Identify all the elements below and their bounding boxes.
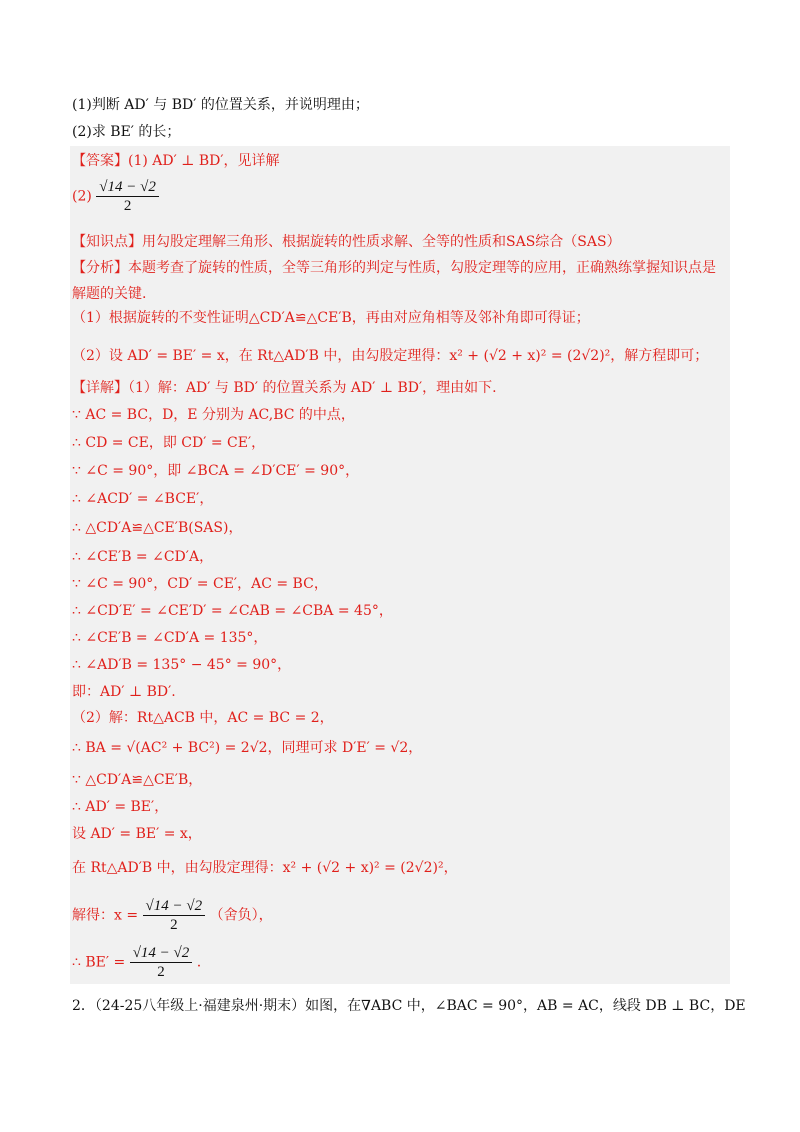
next-question: 2．（24-25八年级上·福建泉州·期末）如图，在∇ABC 中，∠BAC = 90°，AB = AC，线段 DB ⊥ BC，DE bbox=[72, 998, 746, 1014]
detail-line-13: （2）解：Rt△ACB 中，AC = BC = 2， bbox=[72, 710, 334, 726]
detail-line-18: 在 Rt△AD′B 中，由勾股定理得：x² + (√2 + x)² = (2√2)²， bbox=[72, 860, 458, 876]
detail-line-4: ∵ ∠C = 90°，即 ∠BCA = ∠D′CE′ = 90°， bbox=[72, 463, 360, 479]
detail-line-19 bbox=[72, 897, 273, 934]
answer-part-label: (2) bbox=[72, 188, 92, 205]
result-prefix: ∴ BE′ = bbox=[72, 954, 126, 971]
result-fraction-denominator: 2 bbox=[157, 964, 165, 980]
question-1: (1)判断 AD′ 与 BD′ 的位置关系，并说明理由； bbox=[72, 97, 369, 113]
solve-fraction-denominator: 2 bbox=[170, 917, 178, 933]
detail-line-5: ∴ ∠ACD′ = ∠BCE′， bbox=[72, 491, 214, 507]
result-fraction-numerator: √14 − √2 bbox=[130, 944, 193, 963]
answer-line-2 bbox=[72, 178, 159, 215]
solve-suffix: （舍负）， bbox=[209, 907, 273, 924]
detail-line-17: 设 AD′ = BE′ = x， bbox=[72, 826, 202, 842]
answer-line-1: 【答案】(1) AD′ ⊥ BD′，见详解 bbox=[72, 153, 280, 169]
result-suffix: . bbox=[196, 954, 202, 971]
answer-fraction bbox=[96, 178, 159, 215]
answer-fraction-numerator: √14 − √2 bbox=[96, 178, 159, 197]
detail-line-15: ∵ △CD′A≌△CE′B， bbox=[72, 772, 203, 788]
solve-prefix: 解得：x = bbox=[72, 907, 139, 924]
detail-line-12: 即：AD′ ⊥ BD′. bbox=[72, 684, 176, 700]
detail-line-9: ∴ ∠CD′E′ = ∠CE′D′ = ∠CAB = ∠CBA = 45°， bbox=[72, 603, 393, 619]
analysis-line-4: （2）设 AD′ = BE′ = x，在 Rt△AD′B 中，由勾股定理得：x² + (√2 + x)² = (2√2)²，解方程即可； bbox=[72, 348, 709, 364]
result-fraction bbox=[130, 944, 193, 981]
question-2: (2)求 BE′ 的长； bbox=[72, 124, 181, 140]
detail-line-6: ∴ △CD′A≌△CE′B(SAS)， bbox=[72, 520, 243, 536]
detail-line-11: ∴ ∠AD′B = 135° − 45° = 90°， bbox=[72, 657, 292, 673]
detail-line-1: 【详解】（1）解：AD′ 与 BD′ 的位置关系为 AD′ ⊥ BD′，理由如下. bbox=[72, 380, 497, 396]
detail-line-8: ∵ ∠C = 90°，CD′ = CE′，AC = BC， bbox=[72, 576, 328, 592]
detail-line-3: ∴ CD = CE，即 CD′ = CE′， bbox=[72, 435, 266, 451]
detail-line-2: ∵ AC = BC，D，E 分别为 AC,BC 的中点， bbox=[72, 407, 355, 423]
answer-fraction-denominator: 2 bbox=[123, 198, 132, 214]
solve-fraction-numerator: √14 − √2 bbox=[143, 897, 206, 916]
detail-line-14: ∴ BA = √(AC² + BC²) = 2√2，同理可求 D′E′ = √2， bbox=[72, 740, 423, 756]
solve-fraction bbox=[143, 897, 206, 934]
detail-line-7: ∴ ∠CE′B = ∠CD′A， bbox=[72, 549, 214, 565]
analysis-line-2: 解题的关键. bbox=[72, 286, 147, 302]
detail-line-20 bbox=[72, 944, 201, 981]
analysis-line-3: （1）根据旋转的不变性证明△CD′A≌△CE′B，再由对应角相等及邻补角即可得证； bbox=[72, 310, 590, 326]
detail-line-10: ∴ ∠CE′B = ∠CD′A = 135°， bbox=[72, 630, 268, 646]
knowledge-points: 【知识点】用勾股定理解三角形、根据旋转的性质求解、全等的性质和SAS综合（SAS） bbox=[72, 234, 621, 250]
detail-line-16: ∴ AD′ = BE′， bbox=[72, 799, 169, 815]
analysis-line-1: 【分析】本题考查了旋转的性质，全等三角形的判定与性质，勾股定理等的应用，正确熟练掌握知识点是 bbox=[72, 260, 716, 276]
